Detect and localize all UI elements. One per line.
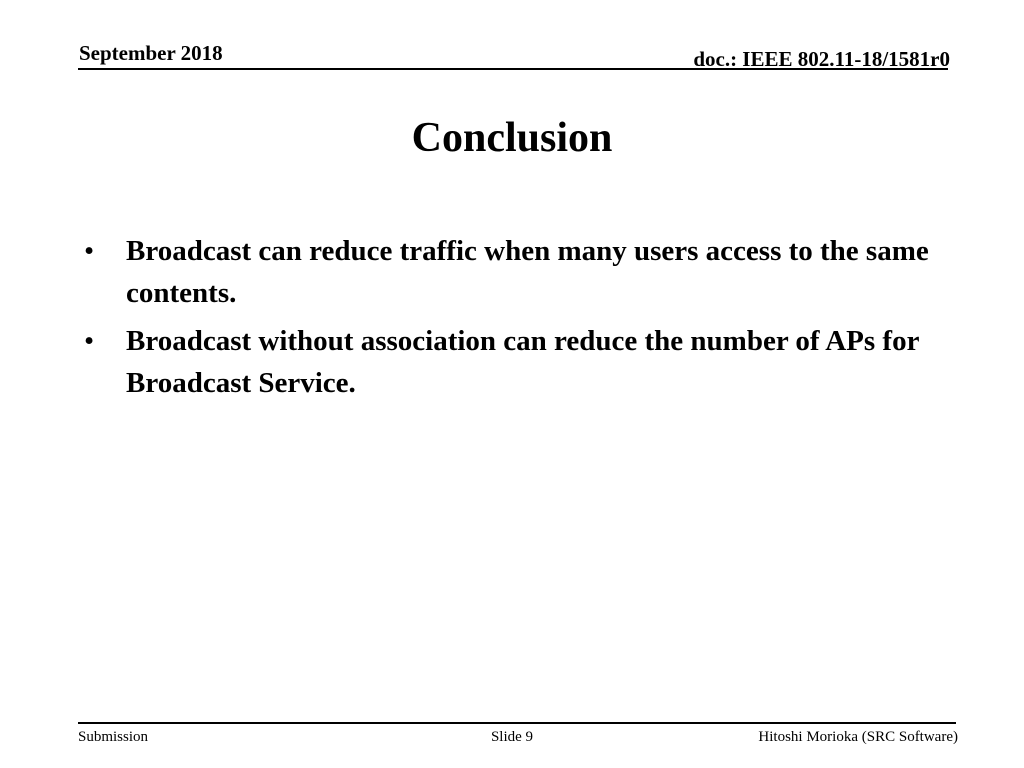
bullet-marker: •	[84, 325, 95, 357]
bullet-list	[84, 230, 964, 410]
footer-submission: Submission	[78, 729, 149, 745]
footer-slide-number: Slide 9	[490, 729, 534, 745]
header-date: September 2018	[79, 41, 223, 65]
slide-title: Conclusion	[411, 115, 613, 161]
bullet-item	[84, 320, 964, 404]
bullet-text: Broadcast without association can reduce the number of APs for Broadcast Service.	[126, 325, 919, 399]
header-divider	[78, 68, 948, 70]
footer-divider	[78, 722, 956, 724]
bullet-marker: •	[84, 235, 95, 267]
header-document-id: doc.: IEEE 802.11-18/1581r0	[693, 47, 950, 71]
bullet-text: Broadcast can reduce traffic when many users access to the same contents.	[126, 235, 929, 309]
bullet-item	[84, 230, 964, 314]
footer-author: Hitoshi Morioka (SRC Software)	[758, 729, 958, 745]
